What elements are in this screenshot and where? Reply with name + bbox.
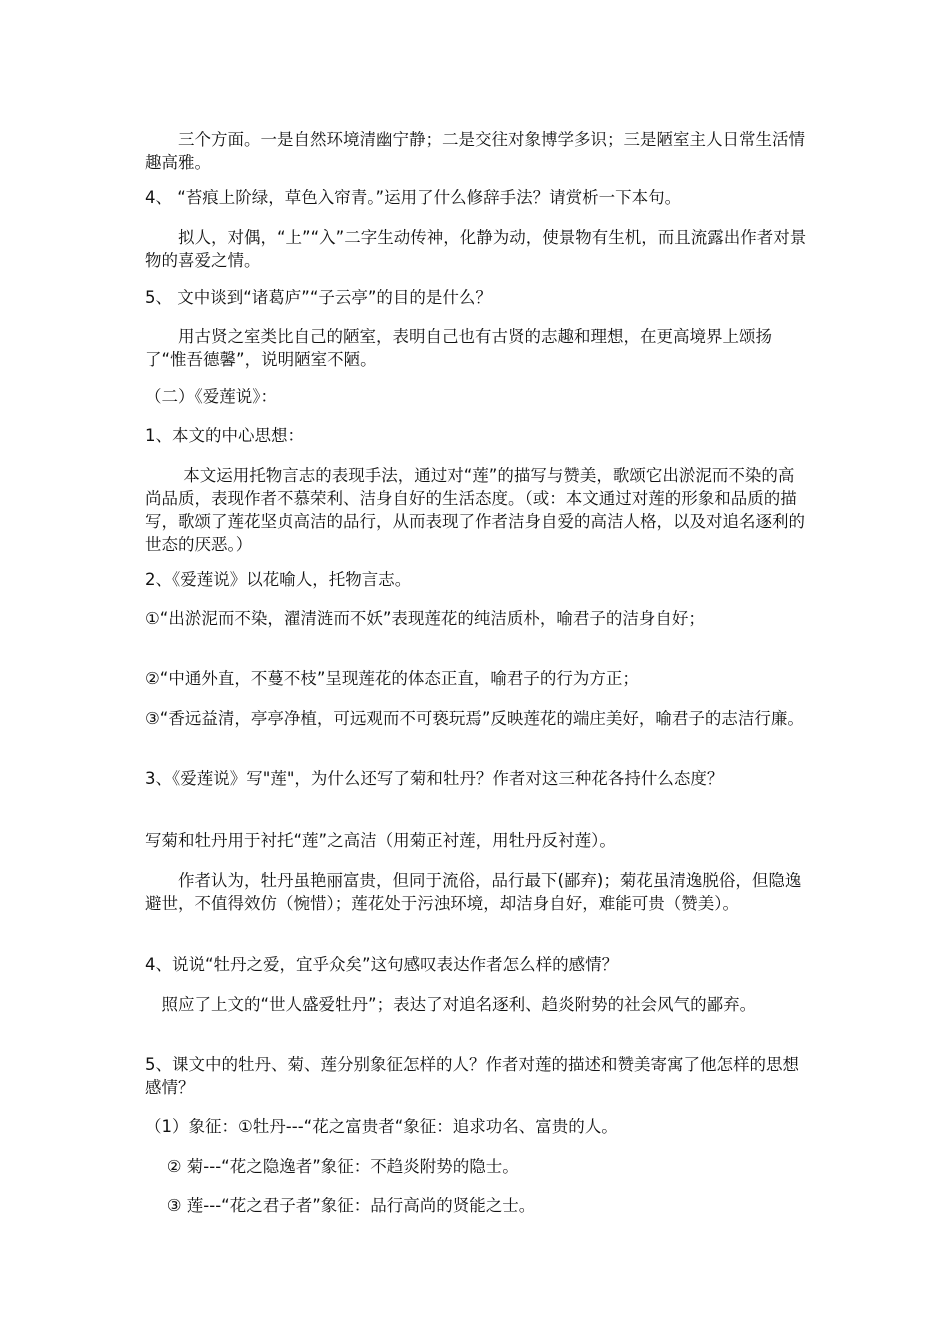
point-2-item-1: ①“出淤泥而不染，濯清涟而不妖”表现莲花的纯洁质朴，喻君子的洁身自好；: [145, 609, 705, 628]
answer-3-attitudes: 作者认为，牡丹虽艳丽富贵，但同于流俗，品行最下(鄙弃)；菊花虽清逸脱俗，但隐逸避世，不值得效仿（惋惜）；莲花处于污浊环境，却洁身自好，难能可贵（赞美）。: [145, 871, 802, 913]
question-4-exclamation: 4、说说“牡丹之爱，宜乎众矣”这句感叹表达作者怎么样的感情？: [145, 955, 619, 974]
answer-5-peony: （1）象征：①牡丹---“花之富贵者“象征：追求功名、富贵的人。: [145, 1117, 618, 1136]
question-5-symbols: 5、课文中的牡丹、菊、莲分别象征怎样的人？作者对莲的描述和赞美寄寓了他怎样的思想感情？: [145, 1055, 799, 1097]
answer-3-contrast: 写菊和牡丹用于衬托“莲”之高洁（用菊正衬莲，用牡丹反衬莲）。: [145, 831, 616, 850]
section-heading-ailianshuo: （二）《爱莲说》：: [145, 387, 277, 406]
answer-4-rhetoric: 拟人，对偶，“上”“入”二字生动传神，化静为动，使景物有生机，而且流露出作者对景物的喜爱之情。: [145, 228, 807, 270]
point-2-metaphor: 2、《爱莲说》以花喻人，托物言志。: [145, 570, 412, 589]
paragraph-room-aspects: 三个方面。一是自然环境清幽宁静；二是交往对象博学多识；三是陋室主人日常生活情趣高雅。: [145, 130, 805, 172]
answer-1-central-idea: 本文运用托物言志的表现手法，通过对“莲”的描写与赞美，歌颂它出淤泥而不染的高尚品质，表现作者不慕荣利、洁身自好的生活态度。（或：本文通过对莲的形象和品质的描写，歌颂了莲花坚贞高洁的品行，从而表现了作者洁身自爱的高洁人格，以及对追名逐利的世态的厌恶。）: [145, 466, 805, 554]
question-1-central-idea: 1、本文的中心思想：: [145, 426, 304, 445]
question-4-rhetoric: 4、 “苔痕上阶绿，草色入帘青。”运用了什么修辞手法？请赏析一下本句。: [145, 188, 682, 207]
point-2-item-2: ②“中通外直，不蔓不枝”呈现莲花的体态正直，喻君子的行为方正；: [145, 669, 639, 688]
answer-4-exclamation: 照应了上文的“世人盛爱牡丹”；表达了对追名逐利、趋炎附势的社会风气的鄙弃。: [145, 995, 757, 1014]
answer-5-lotus: ③ 莲---“花之君子者”象征：品行高尚的贤能之士。: [145, 1196, 536, 1215]
answer-5-purpose: 用古贤之室类比自己的陋室，表明自己也有古贤的志趣和理想，在更高境界上颂扬了“惟吾德馨”，说明陋室不陋。: [145, 327, 772, 369]
question-3-flowers: 3、《爱莲说》写"莲"，为什么还写了菊和牡丹？作者对这三种花各持什么态度？: [145, 769, 724, 788]
point-2-item-3: ③“香远益清，亭亭净植，可远观而不可亵玩焉”反映莲花的端庄美好，喻君子的志洁行廉。: [145, 709, 804, 728]
answer-5-chrysanthemum: ② 菊---“花之隐逸者”象征：不趋炎附势的隐士。: [145, 1157, 519, 1176]
question-5-purpose: 5、 文中谈到“诸葛庐”“子云亭”的目的是什么？: [145, 288, 492, 307]
